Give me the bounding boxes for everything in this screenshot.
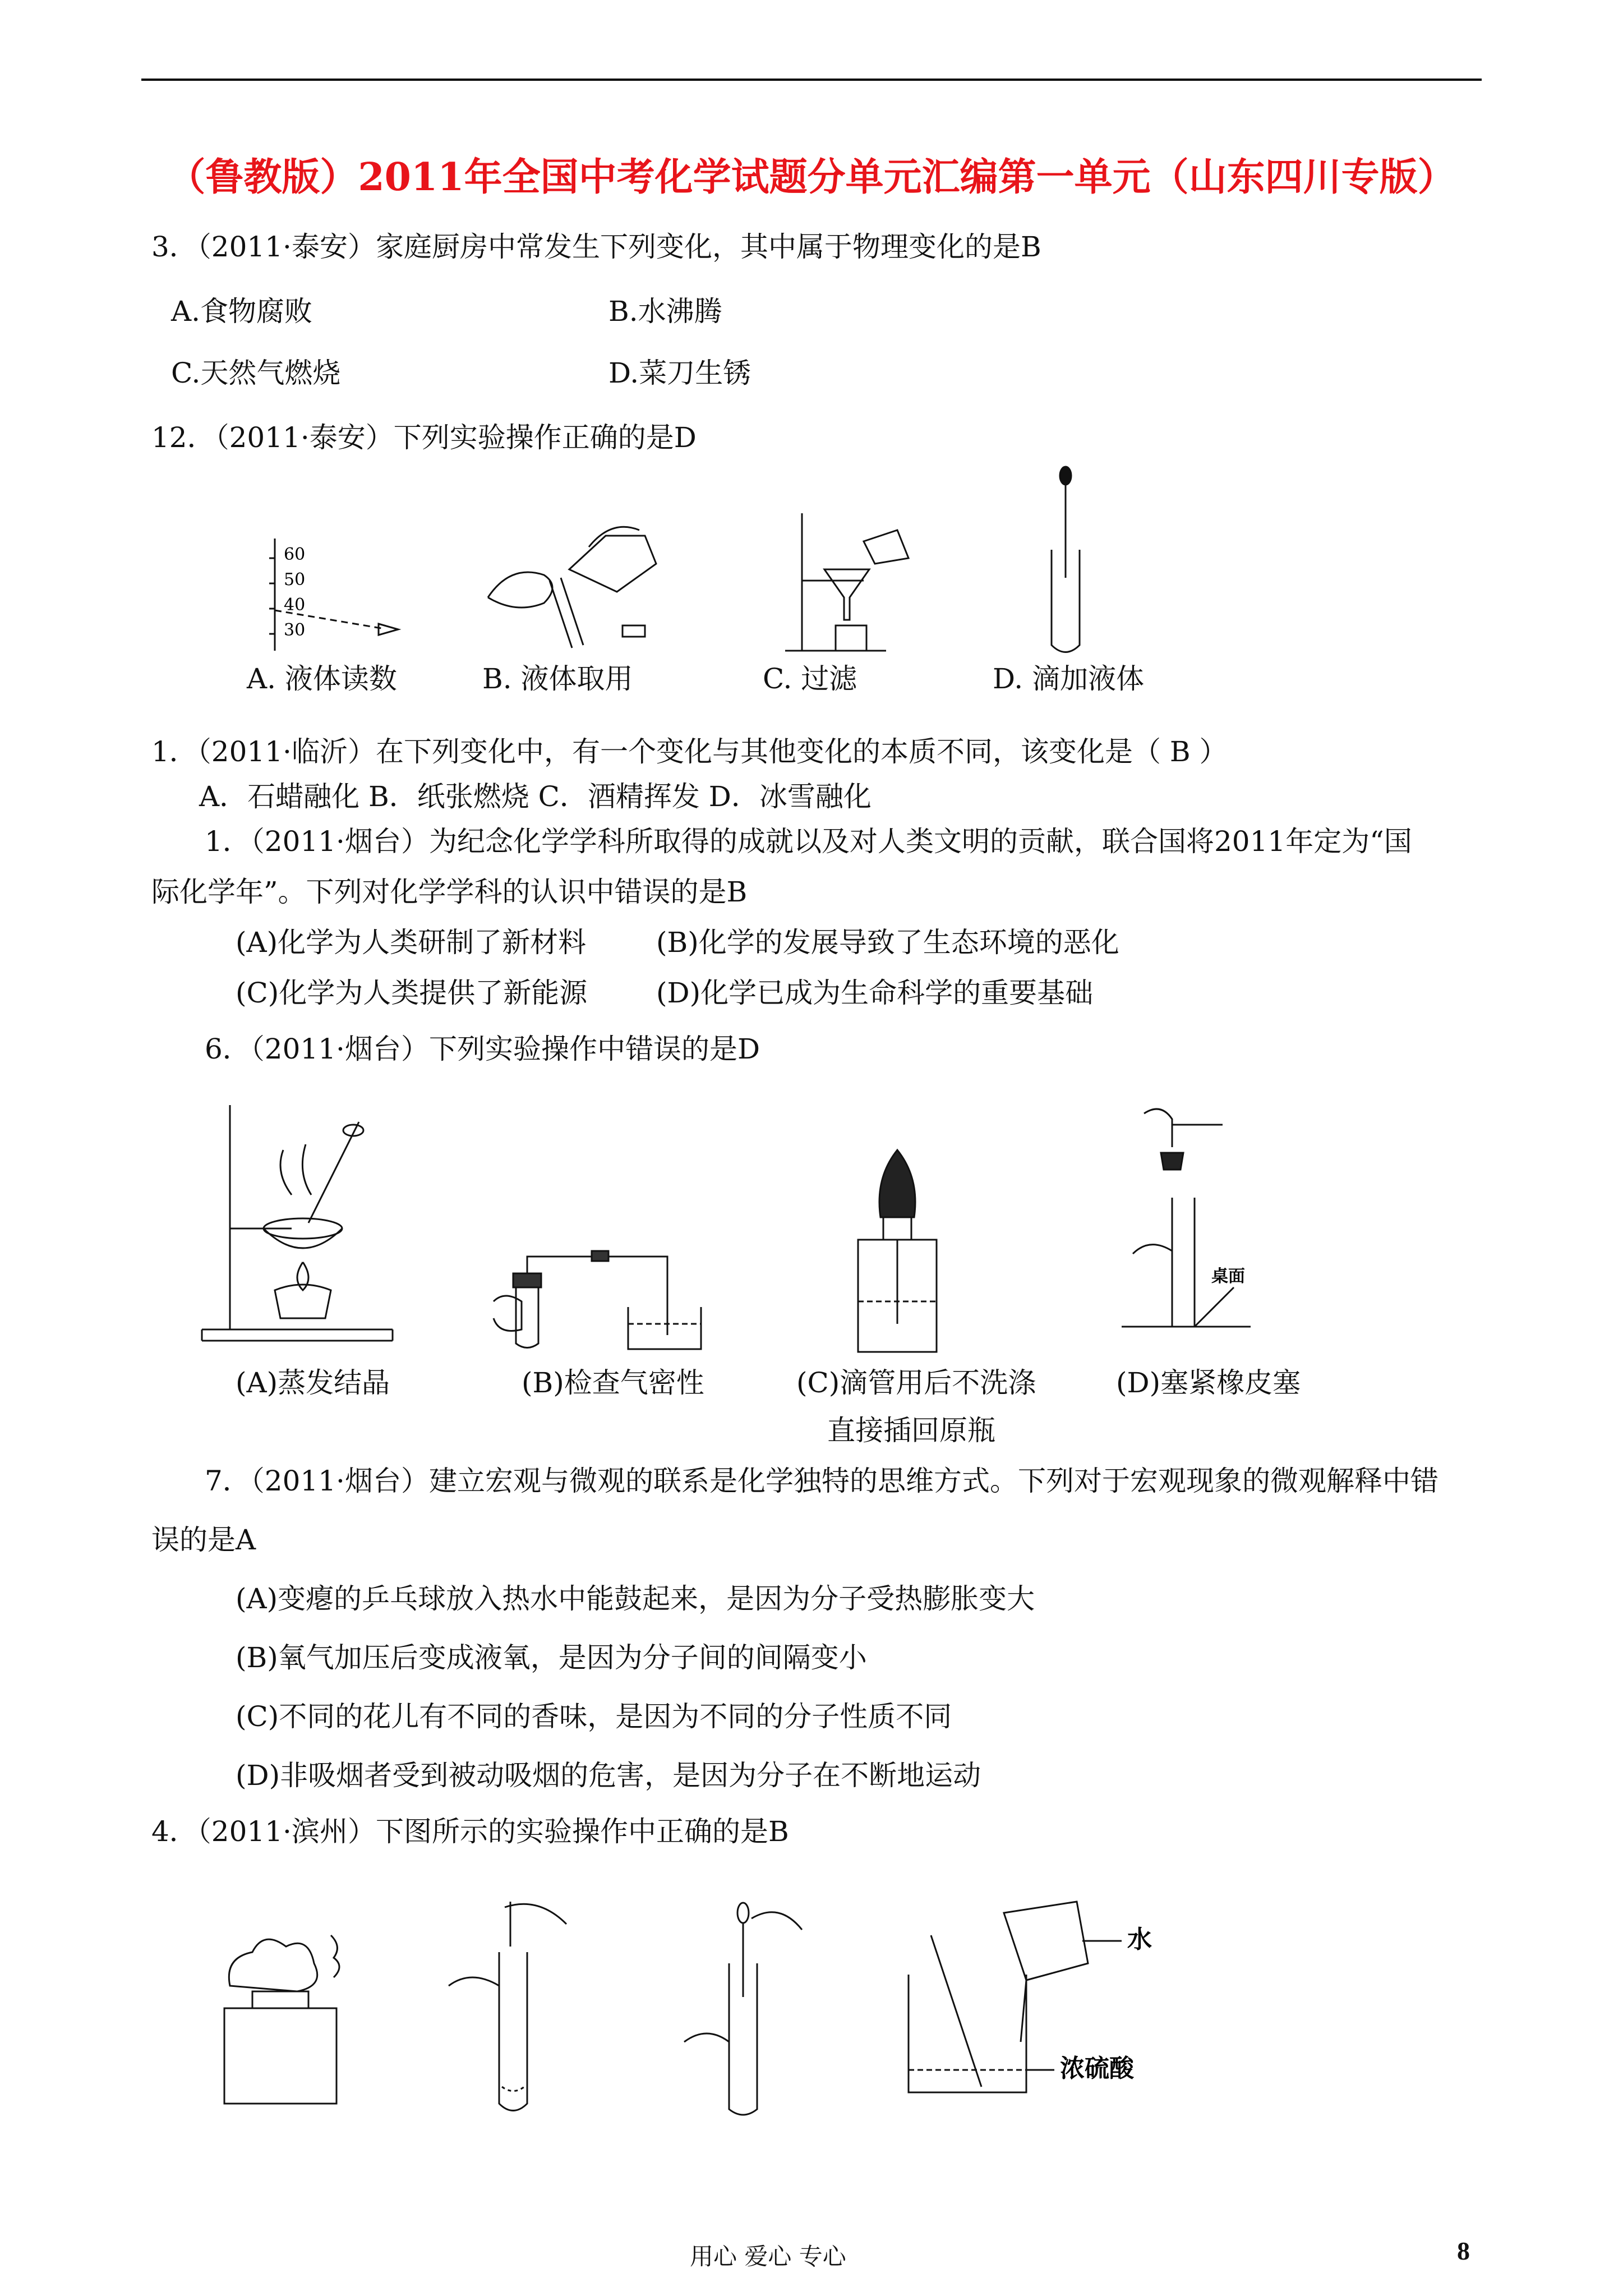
q3-stem: 3．（2011·泰安）家庭厨房中常发生下列变化，其中属于物理变化的是B [151, 231, 1041, 263]
q6-stem: 6．（2011·烟台）下列实验操作中错误的是D [205, 1033, 760, 1065]
q12-label-b: B. 液体取用 [482, 662, 633, 695]
q6-label-d: (D)塞紧橡皮塞 [1116, 1366, 1301, 1399]
q4-figure-smell [213, 1924, 359, 2109]
cylinder-tick-60: 60 [284, 545, 306, 564]
q7-stem-line1: 7．（2011·烟台）建立宏观与微观的联系是化学独特的思维方式。下列对于宏观现象的微观解释中错 [205, 1465, 1438, 1497]
q6-figure-evaporation [196, 1099, 398, 1346]
cylinder-tick-40: 40 [284, 595, 306, 615]
q12-figure-pour-liquid [477, 513, 679, 659]
q6-label-b: (B)检查气密性 [522, 1366, 704, 1399]
q7-option-c: (C)不同的花儿有不同的香味，是因为不同的分子性质不同 [236, 1700, 952, 1733]
q7-option-a: (A)变瘪的乒乓球放入热水中能鼓起来，是因为分子受热膨胀变大 [236, 1582, 1035, 1615]
page-number: 8 [1457, 2237, 1470, 2265]
q4-figure-dropper-add [673, 1896, 819, 2120]
q6-figure-stopper [1110, 1097, 1267, 1343]
page-title: （鲁教版）2011年全国中考化学试题分单元汇编第一单元（山东四川专版） [167, 155, 1456, 200]
desk-label: 桌面 [1211, 1267, 1245, 1286]
q3-option-c: C.天然气燃烧 [171, 357, 341, 389]
q6-figure-dropper-bottle [841, 1144, 953, 1358]
q1b-option-d: (D)化学已成为生命科学的重要基础 [656, 977, 1094, 1009]
cylinder-tick-50: 50 [284, 570, 306, 590]
q12-stem: 12．（2011·泰安）下列实验操作正确的是D [151, 421, 697, 454]
q1a-options: A．石蜡融化 B．纸张燃烧 C．酒精挥发 D．冰雪融化 [199, 780, 872, 813]
q1b-stem-line2: 际化学年”。下列对化学学科的认识中错误的是B [151, 876, 748, 908]
q3-option-b: B.水沸腾 [608, 295, 722, 328]
header-rule [141, 79, 1482, 81]
q6-figure-airtight-check [482, 1251, 707, 1352]
q6-label-c: (C)滴管用后不洗涤 [796, 1366, 1036, 1399]
q12-label-c: C. 过滤 [763, 662, 857, 695]
q7-option-d: (D)非吸烟者受到被动吸烟的危害，是因为分子在不断地运动 [236, 1759, 981, 1792]
q6-label-a: (A)蒸发结晶 [236, 1366, 390, 1399]
q1b-stem-line1: 1．（2011·烟台）为纪念化学学科所取得的成就以及对人类文明的贡献，联合国将2011年定为“国 [205, 825, 1412, 858]
q4-figure-test-tube-hold [437, 1896, 583, 2120]
q3-option-a: A.食物腐败 [171, 295, 313, 328]
q4-figure-dilute-acid [897, 1902, 1211, 2098]
q1b-option-a: (A)化学为人类研制了新材料 [236, 926, 587, 959]
q1b-option-b: (B)化学的发展导致了生态环境的恶化 [656, 926, 1119, 959]
q1b-option-c: (C)化学为人类提供了新能源 [236, 977, 588, 1009]
q12-label-a: A. 液体读数 [247, 662, 397, 695]
q3-option-d: D.菜刀生锈 [608, 357, 751, 389]
q7-option-b: (B)氧气加压后变成液氧，是因为分子间的间隔变小 [236, 1641, 867, 1674]
footer-text: 用心 爱心 专心 [690, 2243, 846, 2270]
q4-stem: 4．（2011·滨州）下图所示的实验操作中正确的是B [151, 1815, 789, 1848]
q12-figure-dropper [1038, 466, 1094, 662]
q12-figure-cylinder [264, 527, 415, 656]
q12-figure-filter [780, 508, 931, 659]
acid-label: 浓硫酸 [1060, 2054, 1134, 2083]
cylinder-tick-30: 30 [284, 620, 306, 640]
q1a-stem: 1．（2011·临沂）在下列变化中，有一个变化与其他变化的本质不同，该变化是（ B ） [151, 735, 1228, 768]
q12-label-d: D. 滴加液体 [993, 662, 1145, 695]
q7-stem-line2: 误的是A [151, 1524, 256, 1556]
q6-label-c2: 直接插回原瓶 [827, 1414, 995, 1447]
water-label: 水 [1127, 1925, 1152, 1954]
